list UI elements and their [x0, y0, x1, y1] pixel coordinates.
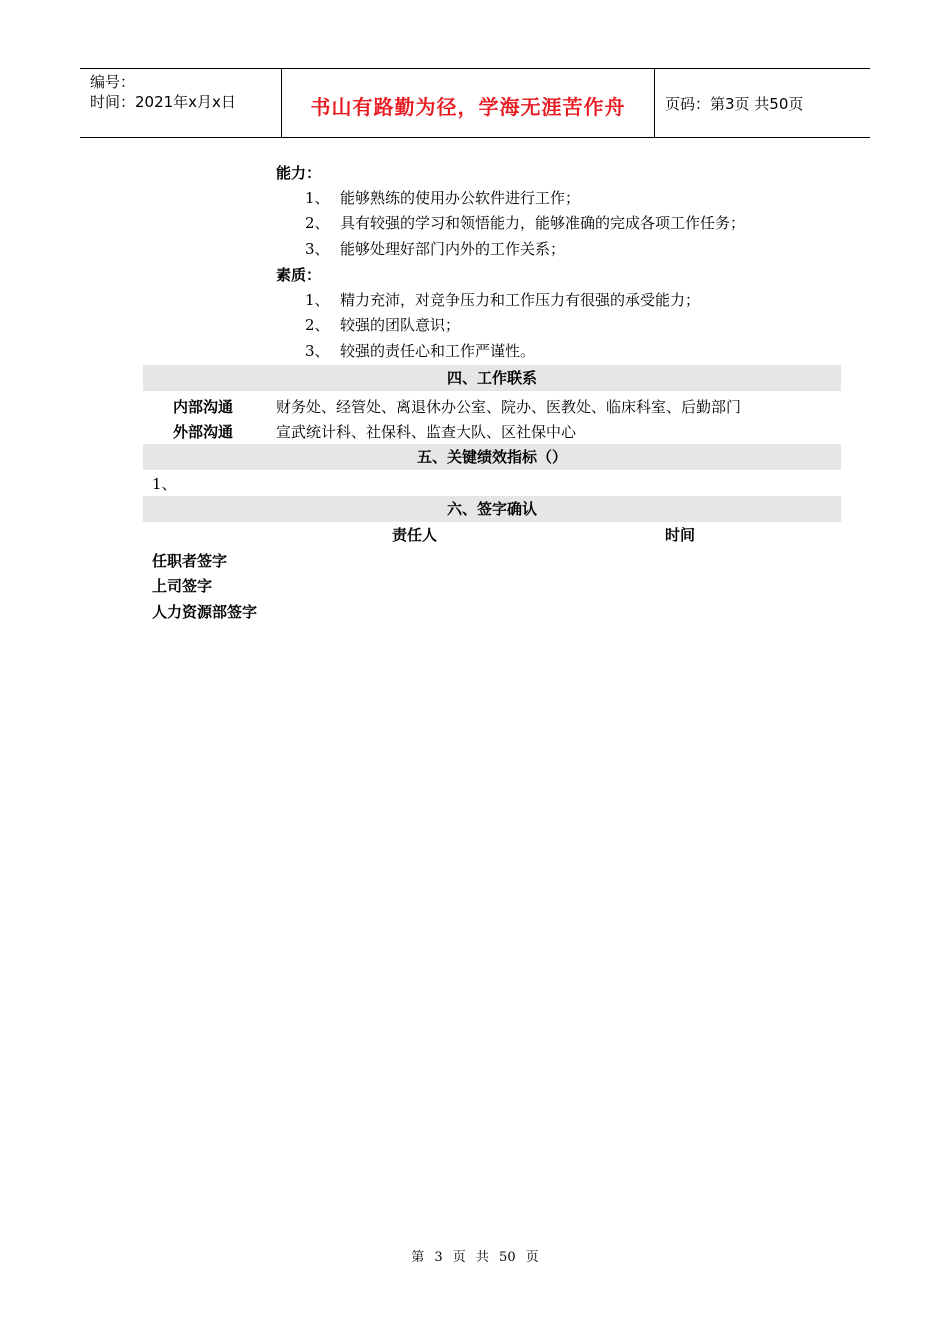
header-motto: 书山有路勤为径，学海无涯苦作舟: [310, 95, 626, 119]
page-footer: 第 3 页 共 50 页: [411, 1250, 539, 1265]
ability-item-text: 能够熟练的使用办公软件进行工作；: [340, 189, 581, 207]
quality-item-text: 较强的团队意识；: [340, 316, 461, 334]
quality-item-number: 2、: [305, 316, 330, 334]
header-page-cell: [655, 69, 870, 137]
ability-item-text: 具有较强的学习和领悟能力，能够准确的完成各项工作任务；: [340, 214, 746, 232]
quality-item-number: 3、: [305, 342, 330, 360]
signature-row-label: 人力资源部签字: [152, 603, 258, 621]
quality-item-text: 精力充沛，对竞争压力和工作压力有很强的承受能力；: [340, 291, 701, 309]
page-header: [80, 68, 870, 138]
signature-col-responsible: 责任人: [392, 526, 438, 544]
ability-item-number: 1、: [305, 189, 330, 207]
header-meta-cell: [80, 69, 282, 137]
ability-item-text: 能够处理好部门内外的工作关系；: [340, 240, 566, 258]
quality-item-text: 较强的责任心和工作严谨性。: [340, 342, 536, 360]
doc-number-label: 编号：: [90, 73, 136, 91]
contact-row-value: 财务处、经管处、离退休办公室、院办、医教处、临床科室、后勤部门: [276, 398, 742, 416]
ability-item-number: 3、: [305, 240, 330, 258]
quality-title: 素质：: [276, 266, 322, 284]
section-heading-signature: 六、签字确认: [143, 496, 841, 522]
ability-item-number: 2、: [305, 214, 330, 232]
signature-row-label: 上司签字: [152, 577, 213, 595]
contact-row-value: 宣武统计科、社保科、监查大队、区社保中心: [276, 423, 577, 441]
quality-item-number: 1、: [305, 291, 330, 309]
doc-date-label: 时间：2021年x月x日: [90, 93, 236, 111]
header-page-number: 页码：第3页 共50页: [665, 95, 804, 113]
kpi-item: 1、: [152, 475, 177, 493]
ability-title: 能力：: [276, 164, 322, 182]
contact-row-label: 内部沟通: [173, 398, 234, 416]
header-motto-cell: [282, 69, 655, 137]
signature-row-label: 任职者签字: [152, 552, 228, 570]
section-heading-kpi: 五、关键绩效指标（）: [143, 444, 841, 470]
contact-row-label: 外部沟通: [173, 423, 234, 441]
signature-col-time: 时间: [665, 526, 696, 544]
section-heading-work-contacts: 四、工作联系: [143, 365, 841, 391]
